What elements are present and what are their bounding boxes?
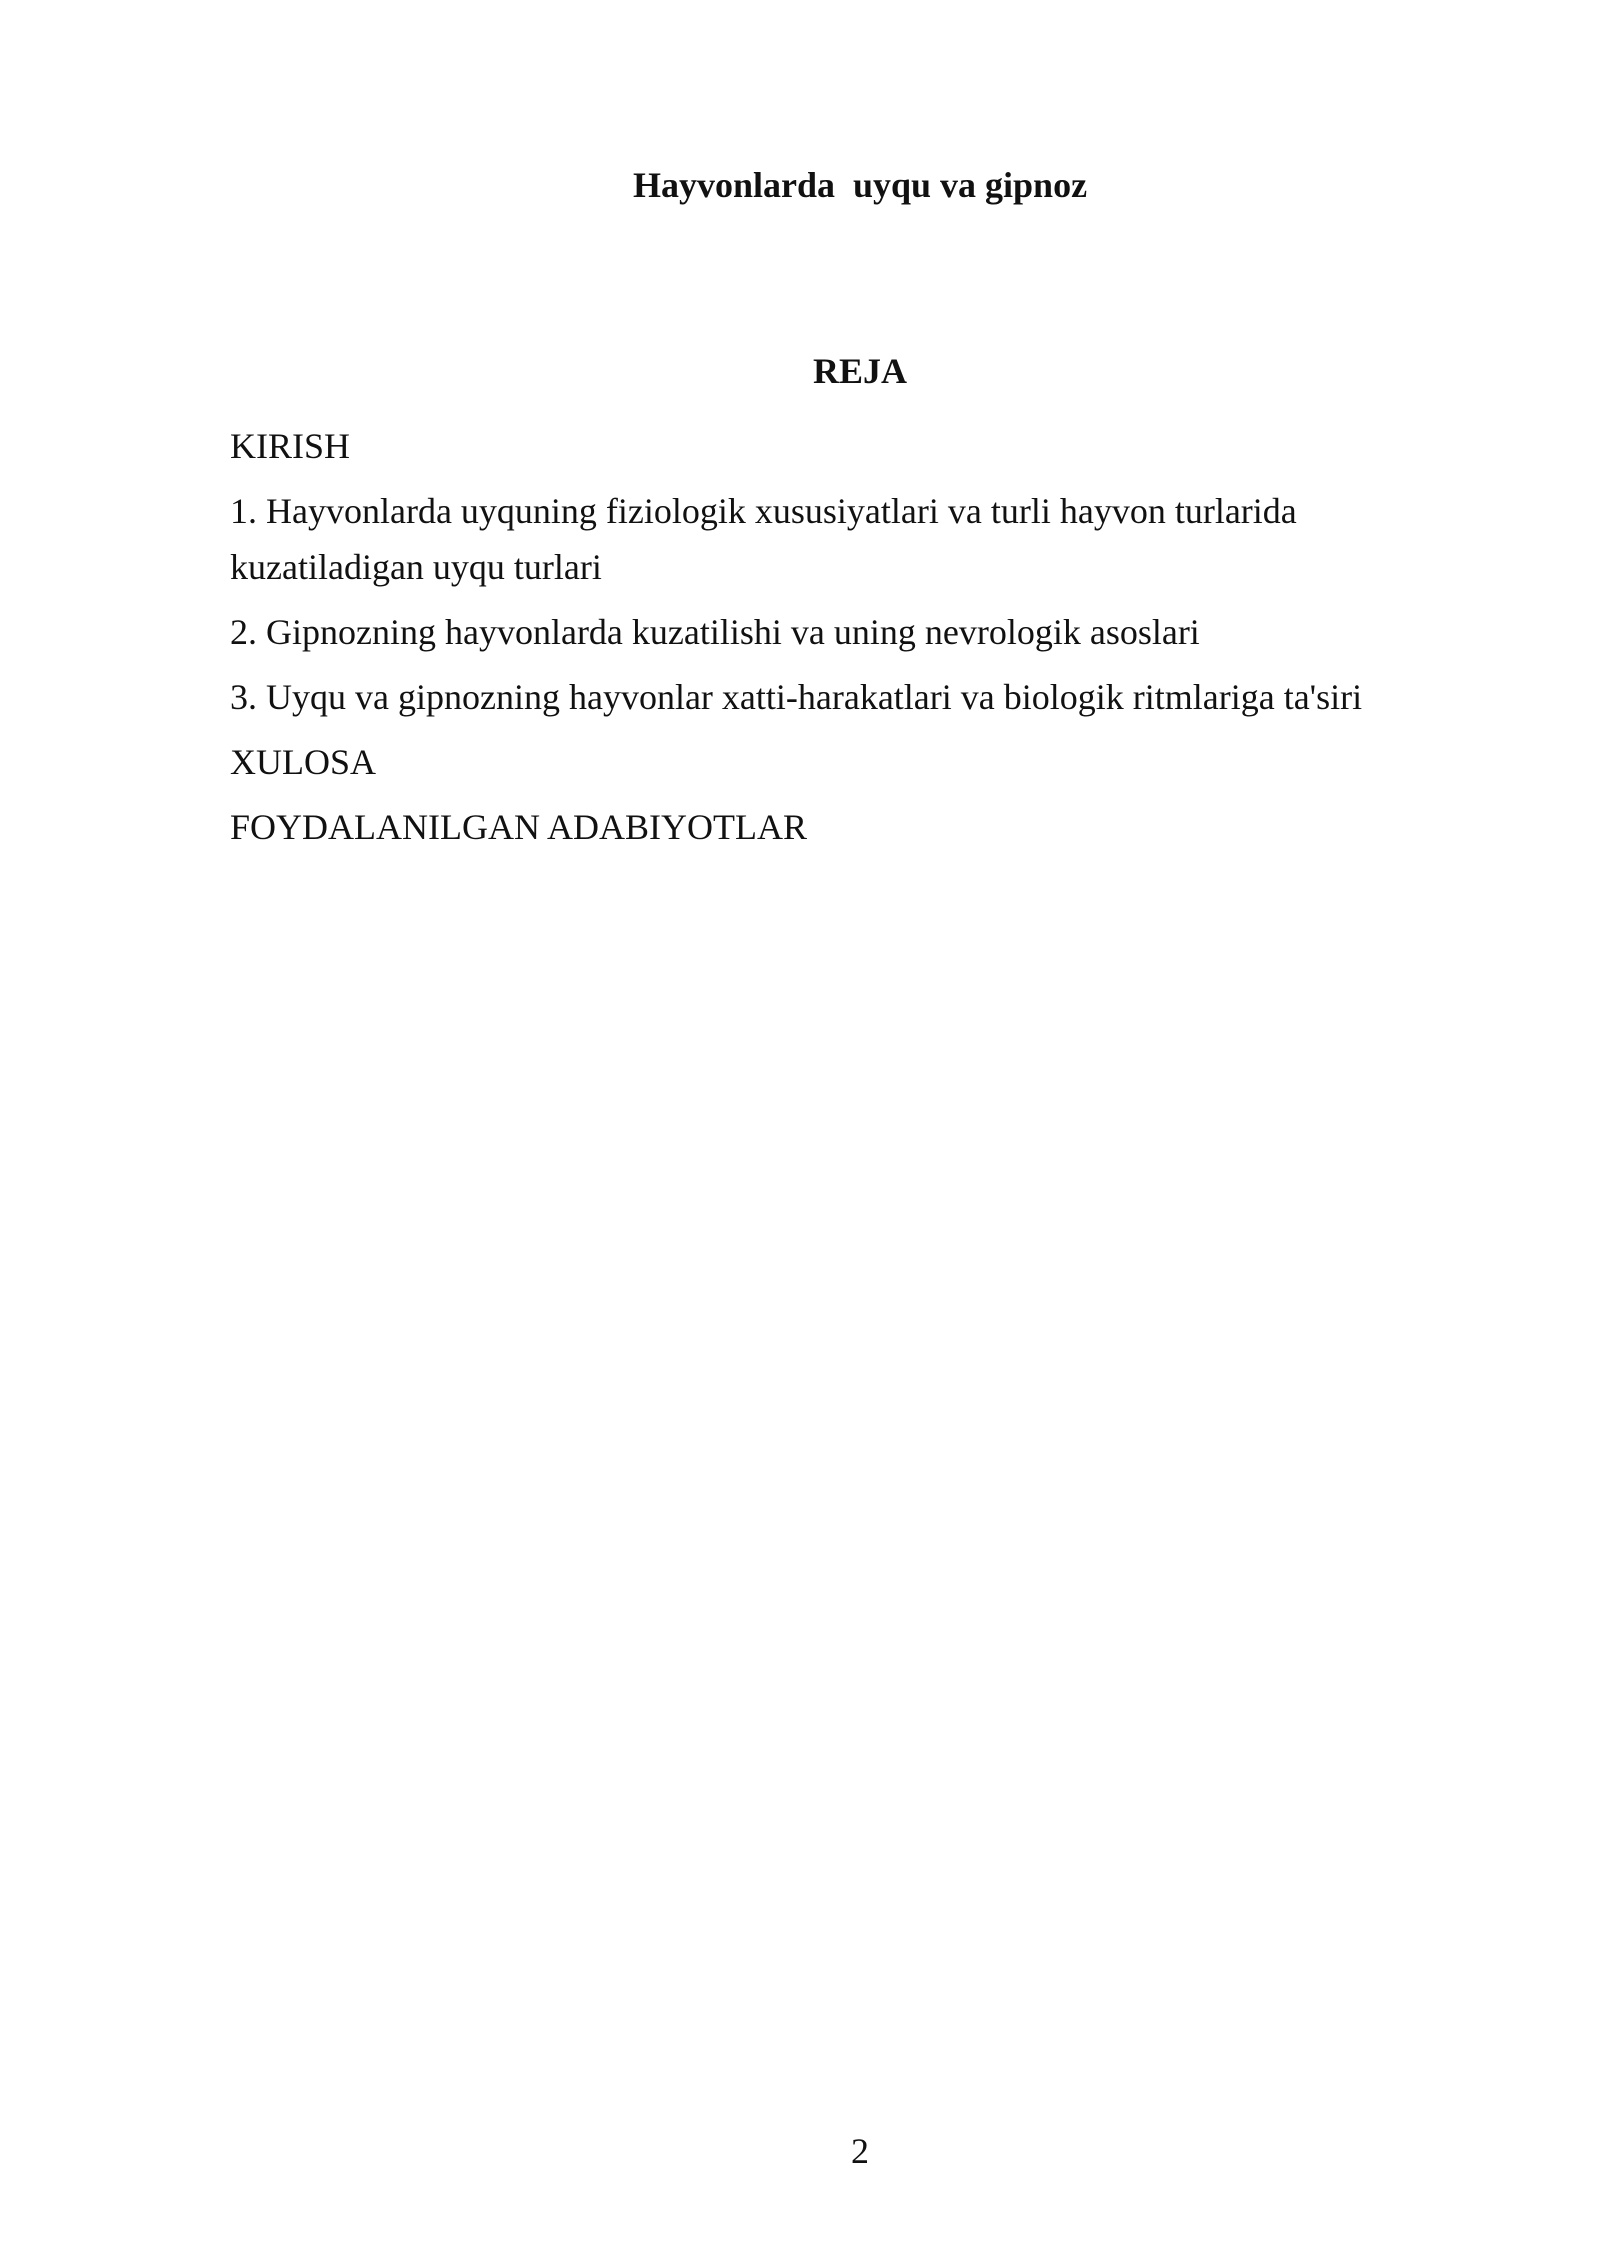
toc-item-2: 2. Gipnozning hayvonlarda kuzatilishi va uning nevrologik asoslari [230,612,1200,652]
table-of-contents [230,418,1460,864]
plan-heading: REJA [812,351,907,391]
toc-item-conclusion: XULOSA [230,742,377,782]
toc-item-references: FOYDALANILGAN ADABIYOTLAR [230,807,807,847]
page-number: 2 [851,2131,869,2171]
toc-item-introduction: KIRISH [230,426,351,466]
toc-item-1: 1. Hayvonlarda uyquning fiziologik xususiyatlari va turli hayvon turlarida kuzatiladigan uyqu turlari [230,491,1297,587]
document-title: Hayvonlarda uyqu va gipnoz [632,165,1088,205]
toc-item-3: 3. Uyqu va gipnozning hayvonlar xatti-harakatlari va biologik ritmlariga ta'siri [230,677,1363,717]
